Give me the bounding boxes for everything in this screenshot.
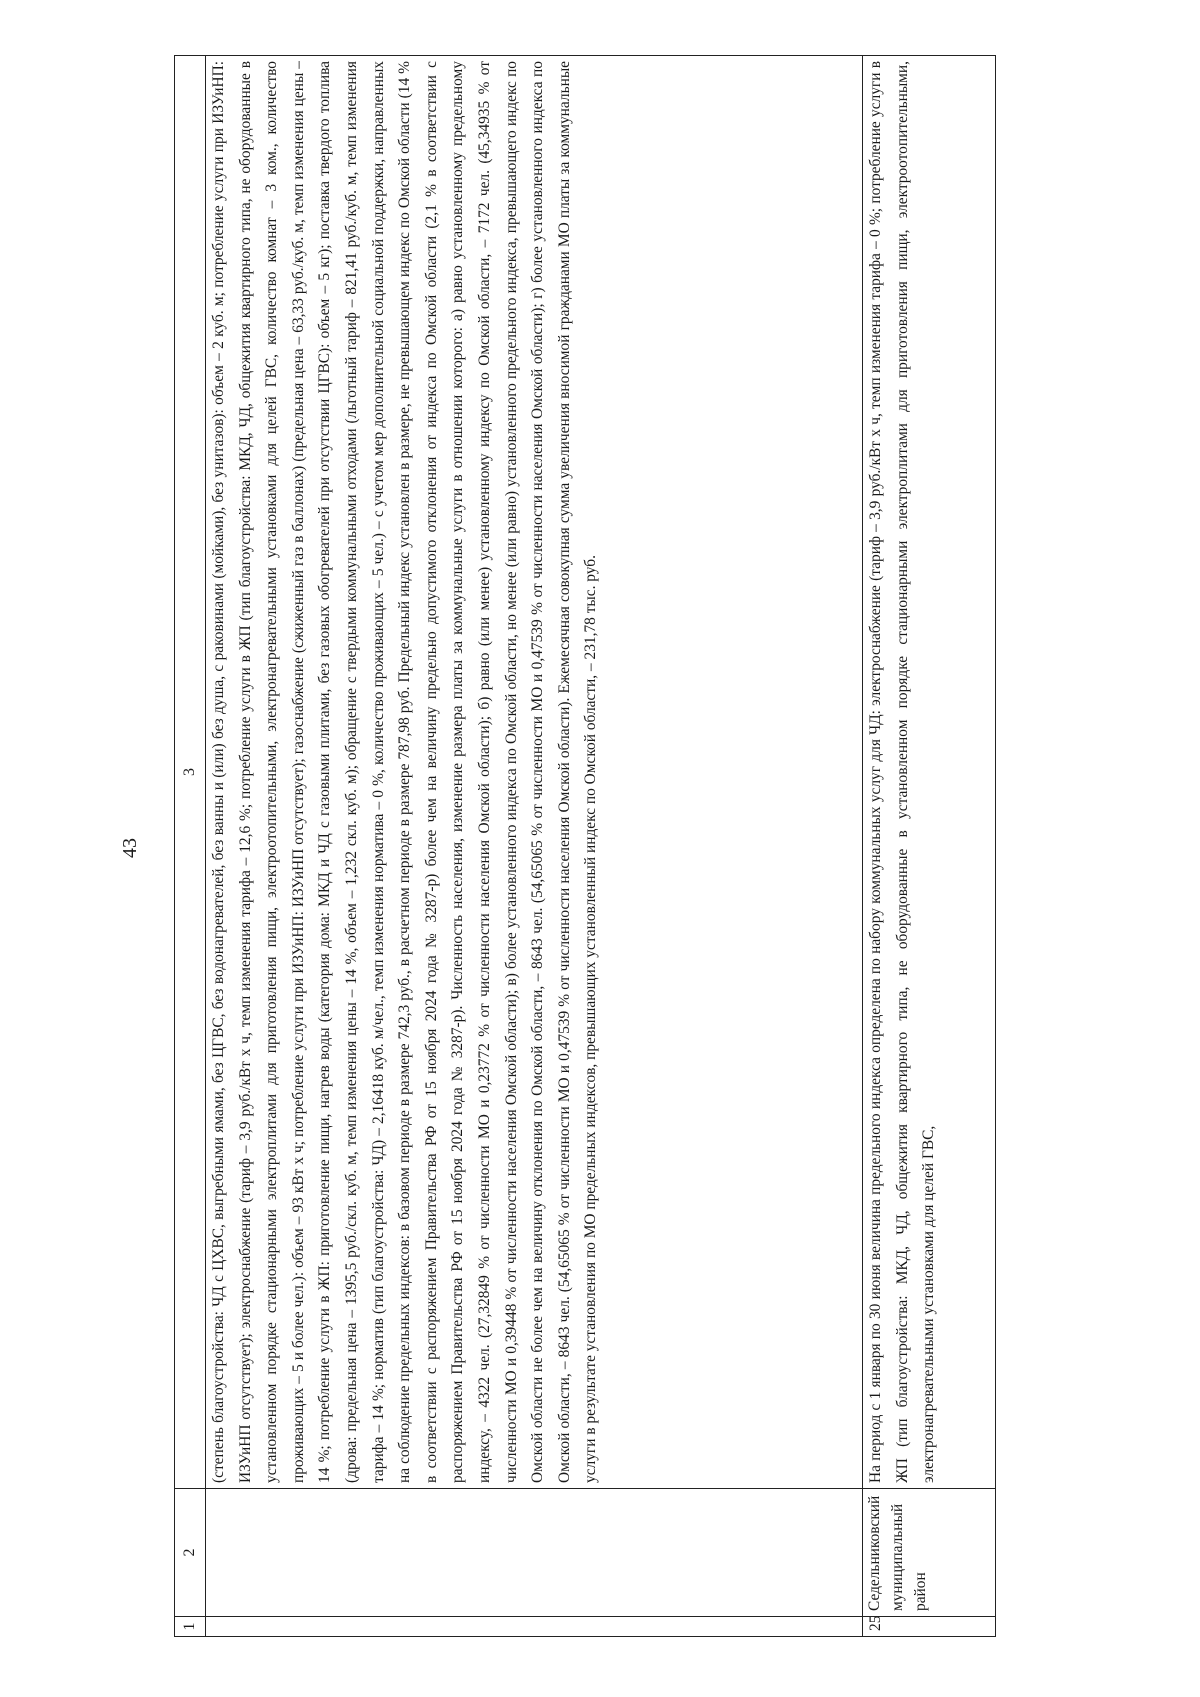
header-col-3: 3: [175, 56, 206, 1489]
page-number: 43: [119, 838, 141, 858]
description-text: (степень благоустройства: ЧД с ЦХВС, выгребными ямами, без ЦГВС, без водонагревателей, без ванны и (или) без душа, с раковинами (мойками), без унитазов): объем – 2 куб. м; потребление услуги при ИЗУиНП: ИЗУиНП отсутствует); электроснабжение (тариф – 3,9 руб./кВт х ч, темп изменения тарифа – 12,6 %; потребление услуги в ЖП (тип благоустройства: МКД, ЧД, общежития квартирного типа, не оборудованные в установленном порядке стационарными электроплитами для приготовления пищи, электроотопительными, электронагревательными установками для целей ГВС, количество комнат – 3 ком., количество проживающих – 5 и более чел.): объем – 93 кВт х ч; потребление услуги при ИЗУиНП: ИЗУиНП отсутствует); газоснабжение (сжиженный газ в баллонах) (предельная цена – 63,33 руб./куб. м, темп изменения цены – 14 %; потребление услуги в ЖП: приготовление пищи, нагрев воды (категория дома: МКД и ЧД с газовыми плитами, без газовых обогревателей при отсутствии ЦГВС): объем – 5 кг); поставка твердого топлива (дрова: предельная цена – 1395,5 руб./скл. куб. м, темп изменения цены – 14 %, объем – 1,232 скл. куб. м); обращение с твердыми коммунальными отходами (льготный тариф – 821,41 руб./куб. м, темп изменения тарифа – 14 %; норматив (тип благоустройства: ЧД) – 2,16418 куб. м/чел., темп изменения норматива – 0 %, количество проживающих – 5 чел.) – с учетом мер дополнительной социальной поддержки, направленных на соблюдение предельных индексов: в базовом периоде в размере 742,3 руб., в расчетном периоде в размере 787,98 руб. Предельный индекс установлен в размере, не превышающем индекс по Омской области (14 % в соответствии с распоряжением Правительства РФ от 15 ноября 2024 года № 3287-р) более чем на величину предельно допустимого отклонения от индекса по Омской области (2,1 % в соответствии с распоряжением Правительства РФ от 15 ноября 2024 года № 3287-р). Численность населения, изменение размера платы за коммунальные услуги в отношении которого: а) равно установленному предельному индексу, – 4322 чел. (27,32849 % от численности МО и 0,23772 % от численности населения Омской области); б) равно (или менее) установленному индексу по Омской области, – 7172 чел. (45,34935 % от численности МО и 0,39448 % от численности населения Омской области); в) более установленного индекса по Омской области, но менее (или равно) установленного предельного индекса, превышающего индекс по Омской области не более чем на величину отклонения по Омской области, – 8643 чел. (54,65065 % от численности МО и 0,47539 % от численности населения Омской области); г) более установленного индекса по Омской области, – 8643 чел. (54,65065 % от численности МО и 0,47539 % от численности населения Омской области). Ежемесячная совокупная сумма увеличения вносимой гражданами МО платы за коммунальные услуги в результате установления по МО предельных индексов, превышающих установленный индекс по Омской области, – 231,78 тыс. руб.: [210, 61, 600, 1483]
table-header-row: [175, 56, 206, 1637]
district-cell: Седельниковский муниципальный район: [863, 1489, 996, 1617]
indices-table: [174, 55, 996, 1637]
row-number-cell: 25: [863, 1617, 996, 1637]
row-number-cell: [206, 1617, 863, 1637]
header-col-1: 1: [175, 1617, 206, 1637]
rotated-table-wrapper: [174, 55, 996, 1637]
table-row-continued: [206, 56, 863, 1637]
table-row-25: [863, 56, 996, 1637]
description-cell: [863, 56, 996, 1489]
header-col-2: 2: [175, 1489, 206, 1617]
description-cell: [206, 56, 863, 1489]
district-cell: [206, 1489, 863, 1617]
description-text: На период с 1 января по 30 июня величина предельного индекса определена по набору коммунальных услуг для ЧД: электроснабжение (тариф – 3,9 руб./кВт х ч, темп изменения тарифа – 0 %; потребление услуги в ЖП (тип благоустройства: МКД, ЧД, общежития квартирного типа, не оборудованные в установленном порядке стационарными электроплитами для приготовления пищи, электроотопительными, электронагревательными установками для целей ГВС,: [867, 61, 938, 1483]
